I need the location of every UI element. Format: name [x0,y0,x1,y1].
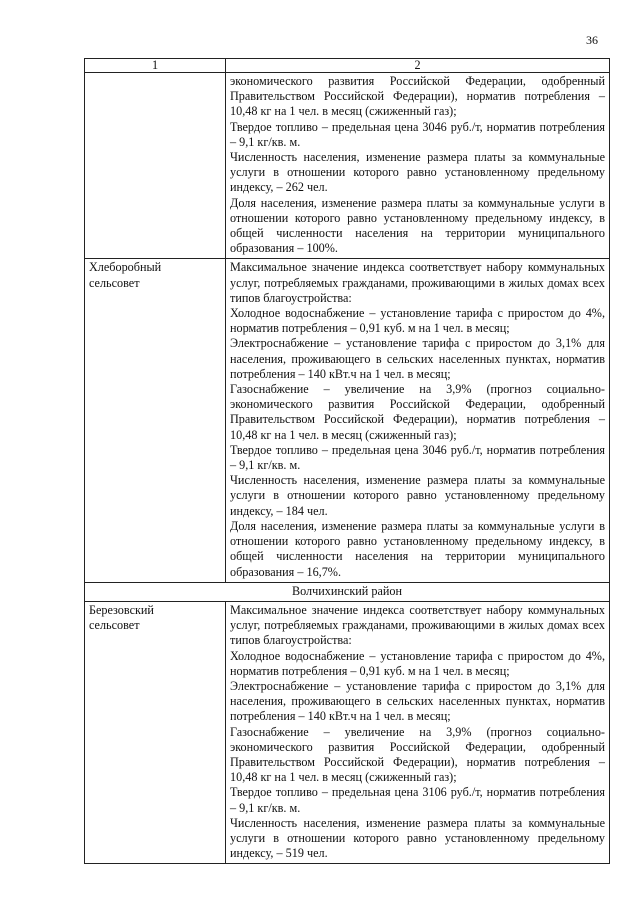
district-heading: Волчихинский район [85,582,610,601]
paragraph: Газоснабжение – увеличение на 3,9% (прогноз социально-экономического развития Российской Федерации, одобренный Правительством Российской Федерации), норматив потребления – 10,48 кг на 1 чел. в месяц (сжиженный газ); [230,724,605,785]
municipality-name: Хлеборобный [89,260,162,275]
paragraph: Холодное водоснабжение – установление тарифа с приростом до 4%, норматив потребления – 0,91 куб. м на 1 чел. в месяц; [230,306,605,336]
municipality-name-cell [85,601,226,863]
paragraph: Электроснабжение – установление тарифа с приростом до 3,1% для населения, проживающего в сельских населенных пунктах, норматив потребления – 140 кВт.ч на 1 чел. в месяц; [230,678,605,724]
paragraph: Электроснабжение – установление тарифа с приростом до 3,1% для населения, проживающего в сельских населенных пунктах, норматив потребления – 140 кВт.ч на 1 чел. в месяц; [230,336,605,381]
paragraph: Доля населения, изменение размера платы за коммунальные услуги в отношении которого равно установленному предельному индексу, в общей численности населения на территории муниципального образования – 100%. [230,195,605,256]
paragraph: Твердое топливо – предельная цена 3106 руб./т, норматив потребления – 9,1 кг/кв. м. [230,785,605,815]
municipality-type: сельсовет [89,618,140,633]
paragraph: Холодное водоснабжение – установление тарифа с приростом до 4%, норматив потребления – 0,91 куб. м на 1 чел. в месяц; [230,648,605,678]
paragraph: экономического развития Российской Федерации, одобренный Правительством Российской Федерации), норматив потребления – 10,48 кг на 1 чел. в месяц (сжиженный газ); [230,74,605,119]
paragraph: Максимальное значение индекса соответствует набору коммунальных услуг, потребляемых гражданами, проживающими в жилых домах всех типов благоустройства: [230,260,605,305]
table-row [85,259,610,582]
municipality-name-cell [85,259,226,582]
paragraph: Численность населения, изменение размера платы за коммунальные услуги в отношении которого равно установленному предельному индексу, – 262 чел. [230,150,605,195]
table-row [85,73,610,259]
paragraph: Газоснабжение – увеличение на 3,9% (прогноз социально-экономического развития Российской Федерации, одобренный Правительством Российской Федерации), норматив потребления – 10,48 кг на 1 чел. в месяц (сжиженный газ); [230,382,605,442]
municipality-name: Березовский [89,602,154,617]
section-row [85,582,610,601]
paragraph: Твердое топливо – предельная цена 3046 руб./т, норматив потребления – 9,1 кг/кв. м. [230,442,605,473]
column-number-1: 1 [85,59,226,73]
description-cell [226,601,610,863]
table-row [85,601,610,863]
municipality-name-cell [85,73,226,259]
paragraph: Твердое топливо – предельная цена 3046 руб./т, норматив потребления – 9,1 кг/кв. м. [230,119,605,149]
paragraph: Численность населения, изменение размера платы за коммунальные услуги в отношении которого равно установленному предельному индексу, – 519 чел. [230,815,605,861]
description-cell [226,259,610,582]
column-number-2: 2 [226,59,610,73]
table-header-row [85,59,610,73]
description-cell [226,73,610,259]
tariff-table [84,58,610,864]
paragraph: Доля населения, изменение размера платы за коммунальные услуги в отношении которого равно установленному предельному индексу, в общей численности населения на территории муниципального образования – 16,7%. [230,518,605,579]
municipality-type: сельсовет [89,275,140,290]
paragraph: Численность населения, изменение размера платы за коммунальные услуги в отношении которого равно установленному предельному индексу, – 184 чел. [230,473,605,518]
page-number: 36 [586,33,598,47]
paragraph: Максимальное значение индекса соответствует набору коммунальных услуг, потребляемых гражданами, проживающими в жилых домах всех типов благоустройства: [230,602,605,648]
